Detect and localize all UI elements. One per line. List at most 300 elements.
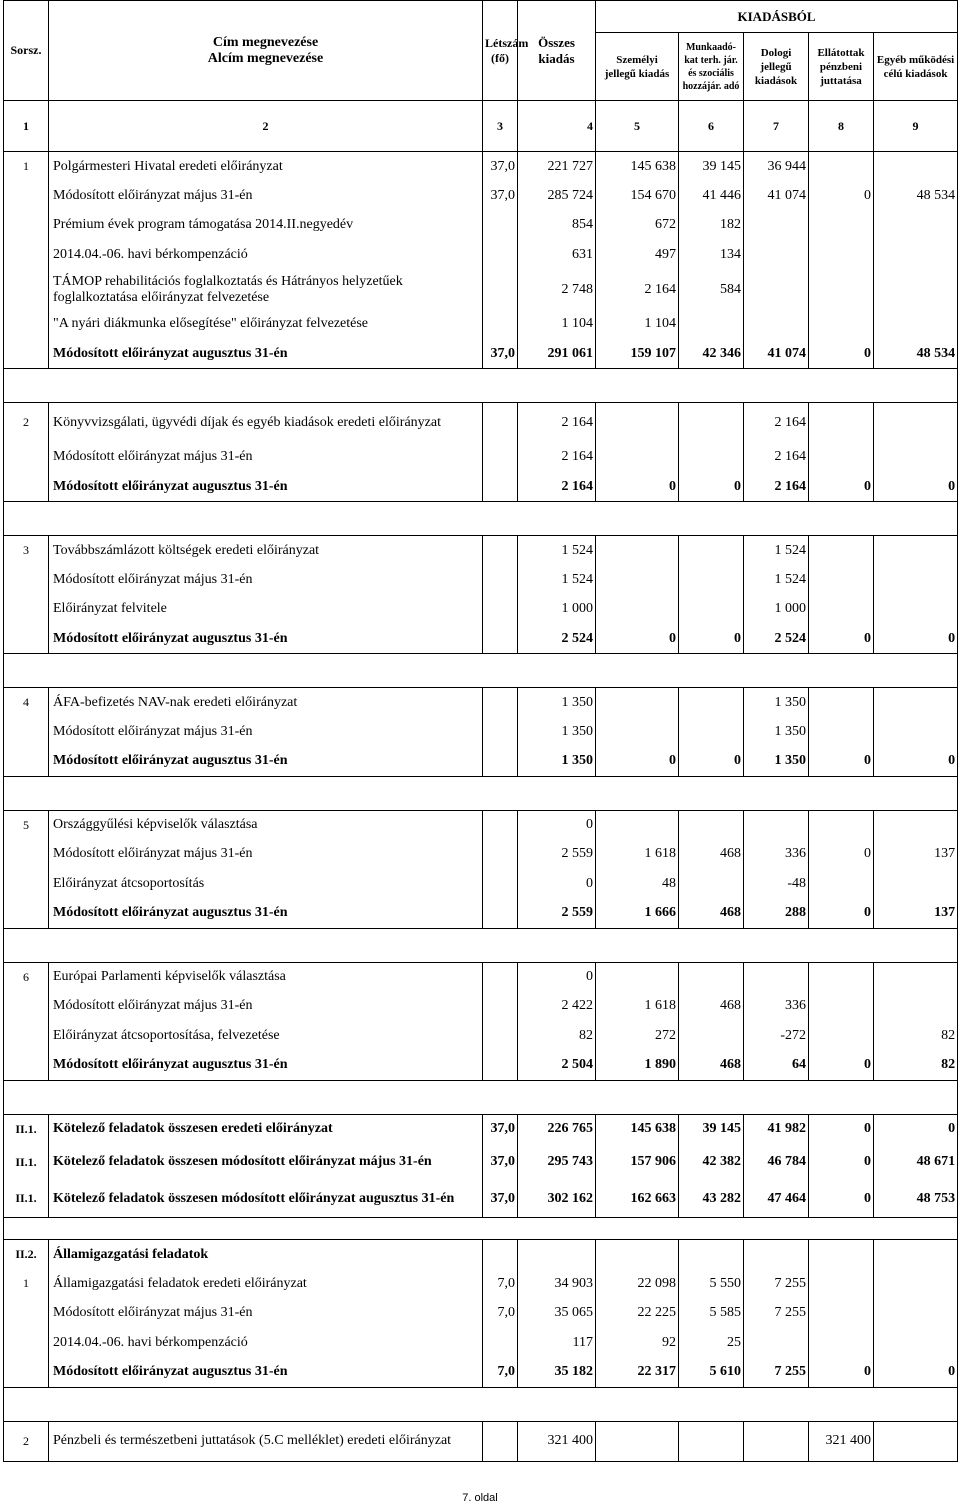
munkaado-cell: 39 145	[679, 152, 744, 182]
letszam-cell	[483, 1051, 518, 1081]
row-index: 1	[4, 152, 49, 182]
row-label: 2014.04.-06. havi bérkompenzáció	[49, 240, 483, 270]
dologi-cell: 36 944	[744, 152, 809, 182]
szemelyi-cell	[596, 688, 679, 718]
munkaado-cell	[679, 717, 744, 747]
budget-table	[3, 0, 958, 1462]
row-label: Módosított előirányzat augusztus 31-én	[49, 339, 483, 369]
table-row	[4, 1358, 958, 1388]
munkaado-cell: 39 145	[679, 1114, 744, 1144]
dologi-cell: 2 164	[744, 403, 809, 443]
osszes-kiadas-cell: 291 061	[518, 339, 596, 369]
munkaado-cell: 0	[679, 747, 744, 777]
szemelyi-cell: 272	[596, 1021, 679, 1051]
osszes-kiadas-cell: 221 727	[518, 152, 596, 182]
letszam-cell	[483, 747, 518, 777]
dologi-cell	[744, 310, 809, 340]
column-number: 3	[483, 101, 518, 152]
row-label: Pénzbeli és természetbeni juttatások (5.C melléklet) eredeti előirányzat	[49, 1421, 483, 1461]
row-label: Kötelező feladatok összesen módosított előirányzat augusztus 31-én	[49, 1181, 483, 1218]
letszam-cell: 37,0	[483, 1114, 518, 1144]
osszes-kiadas-cell: 2 164	[518, 472, 596, 502]
row-index: 1	[4, 1269, 49, 1299]
row-index	[4, 211, 49, 241]
ellatottak-cell	[809, 992, 874, 1022]
ellatottak-cell: 0	[809, 624, 874, 654]
header-title	[49, 1, 483, 101]
table-row	[4, 1181, 958, 1218]
table-row	[4, 1114, 958, 1144]
letszam-cell	[483, 810, 518, 840]
dologi-cell: 336	[744, 992, 809, 1022]
table-row	[4, 1421, 958, 1461]
row-label: Módosított előirányzat május 31-én	[49, 181, 483, 211]
ellatottak-cell	[809, 536, 874, 566]
header-egyeb-line1: Egyéb működési	[876, 53, 955, 66]
szemelyi-cell: 1 618	[596, 992, 679, 1022]
column-number: 7	[744, 101, 809, 152]
egyeb-cell	[874, 688, 958, 718]
munkaado-cell: 5 550	[679, 1269, 744, 1299]
table-row	[4, 1021, 958, 1051]
egyeb-cell	[874, 240, 958, 270]
row-index	[4, 899, 49, 929]
row-index	[4, 270, 49, 310]
row-label: "A nyári diákmunka elősegítése" előirányzat felvezetése	[49, 310, 483, 340]
egyeb-cell	[874, 565, 958, 595]
munkaado-cell: 42 382	[679, 1144, 744, 1181]
table-row	[4, 962, 958, 992]
dologi-cell: 1 524	[744, 536, 809, 566]
dologi-cell	[744, 211, 809, 241]
spacer-row	[4, 369, 958, 403]
spacer-row	[4, 502, 958, 536]
letszam-cell	[483, 869, 518, 899]
row-label: Előirányzat felvitele	[49, 595, 483, 625]
osszes-kiadas-cell: 2 559	[518, 899, 596, 929]
table-row	[4, 1299, 958, 1329]
dologi-cell: 2 164	[744, 443, 809, 473]
column-number: 4	[518, 101, 596, 152]
letszam-cell	[483, 270, 518, 310]
column-number-row	[4, 101, 958, 152]
column-number: 6	[679, 101, 744, 152]
header-dologi-line1: Dologi	[760, 46, 792, 59]
dologi-cell: 46 784	[744, 1144, 809, 1181]
row-label: Módosított előirányzat augusztus 31-én	[49, 1051, 483, 1081]
row-index	[4, 595, 49, 625]
ellatottak-cell	[809, 565, 874, 595]
header-dologi-line3: kiadások	[754, 74, 798, 87]
egyeb-cell: 48 753	[874, 1181, 958, 1218]
row-index	[4, 840, 49, 870]
table-row	[4, 840, 958, 870]
table-row	[4, 1240, 958, 1270]
dologi-cell: -272	[744, 1021, 809, 1051]
osszes-kiadas-cell: 302 162	[518, 1181, 596, 1218]
szemelyi-cell: 22 098	[596, 1269, 679, 1299]
table-row	[4, 240, 958, 270]
osszes-kiadas-cell	[518, 1240, 596, 1270]
szemelyi-cell: 22 225	[596, 1299, 679, 1329]
table-row	[4, 717, 958, 747]
row-index	[4, 240, 49, 270]
ellatottak-cell	[809, 211, 874, 241]
table-row	[4, 565, 958, 595]
munkaado-cell	[679, 536, 744, 566]
header-munkaado	[679, 33, 744, 101]
egyeb-cell	[874, 962, 958, 992]
osszes-kiadas-cell: 2 422	[518, 992, 596, 1022]
row-label: Módosított előirányzat augusztus 31-én	[49, 1358, 483, 1388]
szemelyi-cell	[596, 536, 679, 566]
munkaado-cell	[679, 1240, 744, 1270]
header-title-line2: Alcím megnevezése	[207, 50, 324, 66]
ellatottak-cell: 0	[809, 1144, 874, 1181]
munkaado-cell: 468	[679, 1051, 744, 1081]
egyeb-cell: 0	[874, 472, 958, 502]
table-row	[4, 152, 958, 182]
header-ellatottak	[809, 33, 874, 101]
munkaado-cell	[679, 565, 744, 595]
row-index	[4, 992, 49, 1022]
egyeb-cell	[874, 403, 958, 443]
szemelyi-cell	[596, 810, 679, 840]
spacer-row	[4, 1387, 958, 1421]
row-index: 4	[4, 688, 49, 718]
spacer-cell	[4, 1080, 958, 1114]
row-index: II.1.	[4, 1181, 49, 1218]
egyeb-cell	[874, 1240, 958, 1270]
letszam-cell	[483, 1021, 518, 1051]
row-label: Módosított előirányzat augusztus 31-én	[49, 624, 483, 654]
dologi-cell: 1 000	[744, 595, 809, 625]
ellatottak-cell	[809, 717, 874, 747]
row-label: Módosított előirányzat május 31-én	[49, 717, 483, 747]
ellatottak-cell: 0	[809, 472, 874, 502]
letszam-cell	[483, 565, 518, 595]
header-ellatottak-line2: pénzbeni	[819, 60, 863, 73]
dologi-cell	[744, 1240, 809, 1270]
row-label: Módosított előirányzat augusztus 31-én	[49, 472, 483, 502]
egyeb-cell: 48 534	[874, 181, 958, 211]
osszes-kiadas-cell: 1 524	[518, 536, 596, 566]
dologi-cell: 41 074	[744, 181, 809, 211]
szemelyi-cell: 22 317	[596, 1358, 679, 1388]
ellatottak-cell: 0	[809, 1358, 874, 1388]
munkaado-cell: 25	[679, 1328, 744, 1358]
column-number: 2	[49, 101, 483, 152]
dologi-cell: 7 255	[744, 1358, 809, 1388]
row-index	[4, 472, 49, 502]
szemelyi-cell: 1 890	[596, 1051, 679, 1081]
letszam-cell	[483, 211, 518, 241]
row-label: Előirányzat átcsoportosítás	[49, 869, 483, 899]
letszam-cell: 37,0	[483, 181, 518, 211]
osszes-kiadas-cell: 1 000	[518, 595, 596, 625]
table-row	[4, 1269, 958, 1299]
egyeb-cell	[874, 992, 958, 1022]
egyeb-cell: 0	[874, 624, 958, 654]
munkaado-cell	[679, 443, 744, 473]
row-label: TÁMOP rehabilitációs foglalkoztatás és Hátrányos helyzetűek foglalkoztatása előirányzat felvezetése	[49, 270, 483, 310]
header-osszes-line2: kiadás	[538, 50, 575, 66]
table-row	[4, 810, 958, 840]
ellatottak-cell	[809, 240, 874, 270]
letszam-cell	[483, 1240, 518, 1270]
osszes-kiadas-cell: 2 748	[518, 270, 596, 310]
egyeb-cell	[874, 443, 958, 473]
row-index	[4, 1358, 49, 1388]
osszes-kiadas-cell: 1 524	[518, 565, 596, 595]
row-label: Előirányzat átcsoportosítása, felvezetése	[49, 1021, 483, 1051]
row-index	[4, 443, 49, 473]
spacer-cell	[4, 369, 958, 403]
egyeb-cell	[874, 152, 958, 182]
letszam-cell: 37,0	[483, 339, 518, 369]
letszam-cell: 7,0	[483, 1358, 518, 1388]
row-label: Európai Parlamenti képviselők választása	[49, 962, 483, 992]
szemelyi-cell: 48	[596, 869, 679, 899]
dologi-cell: 1 350	[744, 688, 809, 718]
szemelyi-cell: 157 906	[596, 1144, 679, 1181]
row-index	[4, 1328, 49, 1358]
ellatottak-cell: 0	[809, 181, 874, 211]
row-index: 3	[4, 536, 49, 566]
szemelyi-cell	[596, 443, 679, 473]
ellatottak-cell	[809, 403, 874, 443]
ellatottak-cell: 321 400	[809, 1421, 874, 1461]
ellatottak-cell	[809, 1328, 874, 1358]
row-index	[4, 181, 49, 211]
dologi-cell: -48	[744, 869, 809, 899]
spacer-row	[4, 1080, 958, 1114]
osszes-kiadas-cell: 2 164	[518, 443, 596, 473]
letszam-cell	[483, 899, 518, 929]
osszes-kiadas-cell: 82	[518, 1021, 596, 1051]
munkaado-cell	[679, 310, 744, 340]
ellatottak-cell	[809, 688, 874, 718]
row-label: Kötelező feladatok összesen eredeti előirányzat	[49, 1114, 483, 1144]
row-label: Módosított előirányzat május 31-én	[49, 840, 483, 870]
table-row	[4, 899, 958, 929]
osszes-kiadas-cell: 285 724	[518, 181, 596, 211]
ellatottak-cell	[809, 595, 874, 625]
letszam-cell	[483, 688, 518, 718]
column-number: 1	[4, 101, 49, 152]
osszes-kiadas-cell: 2 164	[518, 403, 596, 443]
row-label: ÁFA-befizetés NAV-nak eredeti előirányzat	[49, 688, 483, 718]
table-body	[4, 152, 958, 1462]
osszes-kiadas-cell: 35 065	[518, 1299, 596, 1329]
row-index: II.1.	[4, 1114, 49, 1144]
column-number: 8	[809, 101, 874, 152]
header-group-kiadasbol: KIADÁSBÓL	[596, 1, 958, 33]
munkaado-cell: 134	[679, 240, 744, 270]
munkaado-cell: 5 585	[679, 1299, 744, 1329]
szemelyi-cell: 154 670	[596, 181, 679, 211]
header-ellatottak-line3: juttatása	[820, 74, 862, 87]
osszes-kiadas-cell: 34 903	[518, 1269, 596, 1299]
ellatottak-cell	[809, 1240, 874, 1270]
table-row	[4, 747, 958, 777]
munkaado-cell	[679, 869, 744, 899]
header-dologi-line2: jellegű	[760, 60, 792, 73]
munkaado-cell: 0	[679, 624, 744, 654]
row-index: 5	[4, 810, 49, 840]
szemelyi-cell	[596, 403, 679, 443]
munkaado-cell: 0	[679, 472, 744, 502]
letszam-cell	[483, 472, 518, 502]
szemelyi-cell: 0	[596, 747, 679, 777]
table-row	[4, 1051, 958, 1081]
egyeb-cell	[874, 1421, 958, 1461]
munkaado-cell: 584	[679, 270, 744, 310]
spacer-row	[4, 928, 958, 962]
munkaado-cell: 182	[679, 211, 744, 241]
dologi-cell	[744, 962, 809, 992]
spacer-cell	[4, 502, 958, 536]
ellatottak-cell: 0	[809, 339, 874, 369]
osszes-kiadas-cell: 0	[518, 810, 596, 840]
dologi-cell: 7 255	[744, 1299, 809, 1329]
dologi-cell: 41 982	[744, 1114, 809, 1144]
szemelyi-cell	[596, 565, 679, 595]
dologi-cell: 47 464	[744, 1181, 809, 1218]
ellatottak-cell	[809, 1299, 874, 1329]
szemelyi-cell	[596, 1421, 679, 1461]
ellatottak-cell: 0	[809, 1181, 874, 1218]
letszam-cell: 7,0	[483, 1299, 518, 1329]
row-index	[4, 624, 49, 654]
table-row	[4, 339, 958, 369]
egyeb-cell: 0	[874, 747, 958, 777]
header-szemelyi-line1: Személyi	[616, 53, 658, 66]
osszes-kiadas-cell: 1 104	[518, 310, 596, 340]
szemelyi-cell: 1 666	[596, 899, 679, 929]
row-label: Könyvvizsgálati, ügyvédi díjak és egyéb kiadások eredeti előirányzat	[49, 403, 483, 443]
szemelyi-cell: 1 104	[596, 310, 679, 340]
letszam-cell	[483, 536, 518, 566]
header-munkaado-line4: hozzájár. adó	[682, 80, 740, 92]
table-row	[4, 624, 958, 654]
ellatottak-cell	[809, 270, 874, 310]
munkaado-cell	[679, 1421, 744, 1461]
row-index	[4, 869, 49, 899]
page-number: 7. oldal	[462, 1492, 498, 1504]
dologi-cell: 1 524	[744, 565, 809, 595]
table-row	[4, 270, 958, 310]
row-index	[4, 747, 49, 777]
munkaado-cell	[679, 688, 744, 718]
header-egyeb-line2: célú kiadások	[883, 67, 948, 80]
table-row	[4, 869, 958, 899]
munkaado-cell: 42 346	[679, 339, 744, 369]
osszes-kiadas-cell: 1 350	[518, 747, 596, 777]
egyeb-cell	[874, 869, 958, 899]
letszam-cell	[483, 624, 518, 654]
egyeb-cell: 137	[874, 840, 958, 870]
row-label: Módosított előirányzat május 31-én	[49, 443, 483, 473]
osszes-kiadas-cell: 2 504	[518, 1051, 596, 1081]
osszes-kiadas-cell: 295 743	[518, 1144, 596, 1181]
munkaado-cell: 468	[679, 899, 744, 929]
row-label: Módosított előirányzat május 31-én	[49, 565, 483, 595]
dologi-cell: 41 074	[744, 339, 809, 369]
egyeb-cell	[874, 717, 958, 747]
header-egyeb	[874, 33, 958, 101]
letszam-cell	[483, 717, 518, 747]
letszam-cell	[483, 595, 518, 625]
letszam-cell	[483, 403, 518, 443]
szemelyi-cell	[596, 1240, 679, 1270]
egyeb-cell: 0	[874, 1114, 958, 1144]
row-index: II.1.	[4, 1144, 49, 1181]
ellatottak-cell	[809, 310, 874, 340]
munkaado-cell	[679, 403, 744, 443]
osszes-kiadas-cell: 321 400	[518, 1421, 596, 1461]
szemelyi-cell: 159 107	[596, 339, 679, 369]
egyeb-cell	[874, 1299, 958, 1329]
szemelyi-cell: 145 638	[596, 152, 679, 182]
letszam-cell: 37,0	[483, 1144, 518, 1181]
header-letszam-line2: (fő)	[491, 50, 509, 65]
letszam-cell: 7,0	[483, 1269, 518, 1299]
ellatottak-cell: 0	[809, 899, 874, 929]
ellatottak-cell	[809, 869, 874, 899]
row-index: 2	[4, 403, 49, 443]
row-label: Országgyűlési képviselők választása	[49, 810, 483, 840]
munkaado-cell: 43 282	[679, 1181, 744, 1218]
table-row	[4, 443, 958, 473]
osszes-kiadas-cell: 226 765	[518, 1114, 596, 1144]
row-index	[4, 1051, 49, 1081]
dologi-cell: 2 164	[744, 472, 809, 502]
osszes-kiadas-cell: 854	[518, 211, 596, 241]
dologi-cell: 1 350	[744, 747, 809, 777]
ellatottak-cell: 0	[809, 840, 874, 870]
row-label: Államigazgatási feladatok	[49, 1240, 483, 1270]
header-letszam	[483, 1, 529, 101]
egyeb-cell: 82	[874, 1021, 958, 1051]
munkaado-cell	[679, 595, 744, 625]
letszam-cell	[483, 992, 518, 1022]
munkaado-cell	[679, 810, 744, 840]
ellatottak-cell	[809, 1021, 874, 1051]
egyeb-cell	[874, 1328, 958, 1358]
row-index	[4, 339, 49, 369]
munkaado-cell	[679, 1021, 744, 1051]
table-row	[4, 1144, 958, 1181]
header-osszes	[518, 1, 596, 101]
ellatottak-cell: 0	[809, 1051, 874, 1081]
munkaado-cell: 468	[679, 840, 744, 870]
table-row	[4, 211, 958, 241]
ellatottak-cell	[809, 443, 874, 473]
osszes-kiadas-cell: 1 350	[518, 717, 596, 747]
header-munkaado-line1: Munkaadó-	[685, 41, 736, 53]
spacer-cell	[4, 1387, 958, 1421]
row-label: Államigazgatási feladatok eredeti előirányzat	[49, 1269, 483, 1299]
header-title-line1: Cím megnevezése	[212, 34, 319, 50]
szemelyi-cell: 0	[596, 624, 679, 654]
spacer-row	[4, 654, 958, 688]
table-row	[4, 1328, 958, 1358]
dologi-cell	[744, 1421, 809, 1461]
osszes-kiadas-cell: 117	[518, 1328, 596, 1358]
osszes-kiadas-cell: 631	[518, 240, 596, 270]
szemelyi-cell	[596, 595, 679, 625]
